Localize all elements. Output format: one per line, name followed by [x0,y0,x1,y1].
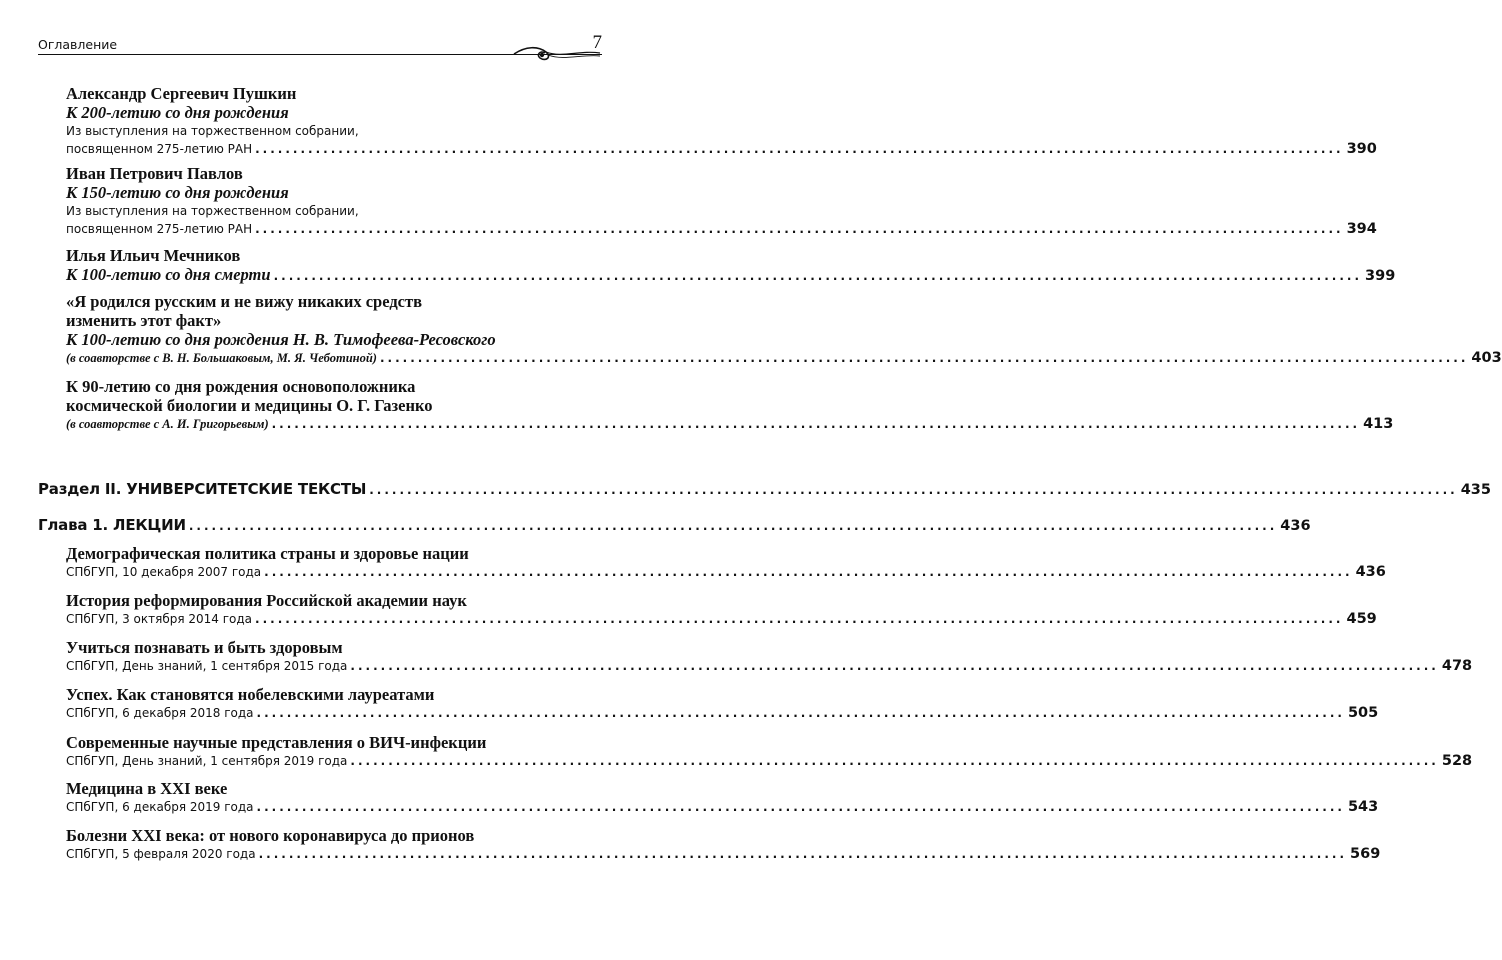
toc-entry [66,84,1377,158]
lecture-title: Медицина в XXI веке [66,779,228,798]
entry-subtitle: К 150-летию со дня рождения [66,183,289,202]
toc-entry [66,377,1394,433]
entry-title: Александр Сергеевич Пушкин [66,84,297,103]
dot-leader: ................................................................................................................................................ [271,417,1361,431]
toc-entry [66,544,1386,581]
entry-note: Из выступления на торжественном собрании, [66,124,359,138]
entry-title: космической биологии и медицины О. Г. Газенко [66,396,433,415]
lecture-page-number: 569 [1350,846,1381,862]
lecture-place: СПбГУП, 3 октября 2014 года [66,612,253,626]
chapter-title: Глава 1. ЛЕКЦИИ [38,516,186,534]
running-header [38,30,602,74]
dot-leader: ................................................................................................................................................ [255,222,1344,236]
toc-chapter [38,516,1311,534]
dot-leader: ................................................................................................................................................ [255,612,1344,626]
lecture-page-number: 528 [1441,753,1473,769]
entry-page-number: 399 [1365,268,1396,284]
entry-note: посвященном 275-летию РАН [66,142,253,156]
lecture-page-number: 436 [1355,564,1386,580]
lecture-title: Современные научные представления о ВИЧ-инфекции [66,733,487,752]
entry-title: К 90-летию со дня рождения основоположника [66,377,416,396]
lecture-page-number: 459 [1346,611,1377,627]
toc-entry [66,164,1377,238]
toc-entry [66,591,1377,628]
lecture-place: СПбГУП, 6 декабря 2018 года [66,706,254,720]
dot-leader: ................................................................................................................................................ [255,142,1344,156]
lecture-place: СПбГУП, День знаний, 1 сентября 2019 года [66,754,348,768]
lecture-title: Успех. Как становятся нобелевскими лауреатами [66,685,435,704]
toc-entry [66,638,1473,675]
lecture-place: СПбГУП, 6 декабря 2019 года [66,800,254,814]
toc-entry [66,292,1502,367]
lecture-title: История реформирования Российской академии наук [66,591,467,610]
lecture-title: Болезни XXI века: от нового коронавируса до прионов [66,826,475,845]
toc-section [38,480,1491,498]
lecture-page-number: 505 [1347,705,1379,721]
entry-note: посвященном 275-летию РАН [66,222,253,236]
entry-title: изменить этот факт» [66,311,222,330]
dot-leader: ................................................................................................................................................ [379,351,1469,365]
entry-page-number: 394 [1346,221,1377,237]
entry-coauthors: (в соавторстве с В. Н. Большаковым, М. Я. Чеботиной) [66,351,377,365]
entry-subtitle: К 100-летию со дня рождения Н. В. Тимофеева-Ресовского [66,330,496,349]
dot-leader: ................................................................................................................................................ [256,706,1345,720]
entry-title: Илья Ильич Мечников [66,246,241,265]
page-number: 7 [592,32,602,53]
entry-page-number: 390 [1346,141,1377,157]
entry-coauthors: (в соавторстве с А. И. Григорьевым) [66,417,269,431]
dot-leader: ................................................................................................................................................ [264,565,1353,579]
dot-leader: ................................................................................................................................................ [350,754,1439,768]
entry-title: Иван Петрович Павлов [66,164,243,183]
toc-entry [66,685,1379,722]
dot-leader: ................................................................................................................................................ [273,269,1363,283]
lecture-title: Учиться познавать и быть здоровым [66,638,343,657]
dot-leader: ................................................................................................................................................ [350,659,1439,673]
lecture-title: Демографическая политика страны и здоровье нации [66,544,469,563]
toc-entry [66,733,1473,770]
entry-note: Из выступления на торжественном собрании, [66,204,359,218]
dot-leader: ................................................................................................................................................ [188,519,1278,533]
header-section-name: Оглавление [38,37,118,52]
entry-page-number: 403 [1471,350,1502,366]
dot-leader: ................................................................................................................................................ [258,847,1348,861]
toc-entry [66,779,1379,816]
lecture-place: СПбГУП, День знаний, 1 сентября 2015 года [66,659,348,673]
toc-entry [66,246,1396,284]
flourish-ornament-icon [512,44,602,64]
entry-subtitle: К 200-летию со дня рождения [66,103,289,122]
toc-entry [66,826,1381,863]
entry-subtitle: К 100-летию со дня смерти [66,265,271,284]
lecture-place: СПбГУП, 10 декабря 2007 года [66,565,262,579]
entry-page-number: 413 [1363,416,1394,432]
section-title: Раздел II. УНИВЕРСИТЕТСКИЕ ТЕКСТЫ [38,480,367,498]
entry-title: «Я родился русским и не вижу никаких средств [66,292,422,311]
dot-leader: ................................................................................................................................................ [369,483,1458,497]
lecture-page-number: 543 [1347,799,1379,815]
dot-leader: ................................................................................................................................................ [256,800,1345,814]
section-page-number: 435 [1460,482,1491,498]
lecture-place: СПбГУП, 5 февраля 2020 года [66,847,256,861]
lecture-page-number: 478 [1441,658,1473,674]
chapter-page-number: 436 [1280,518,1311,534]
